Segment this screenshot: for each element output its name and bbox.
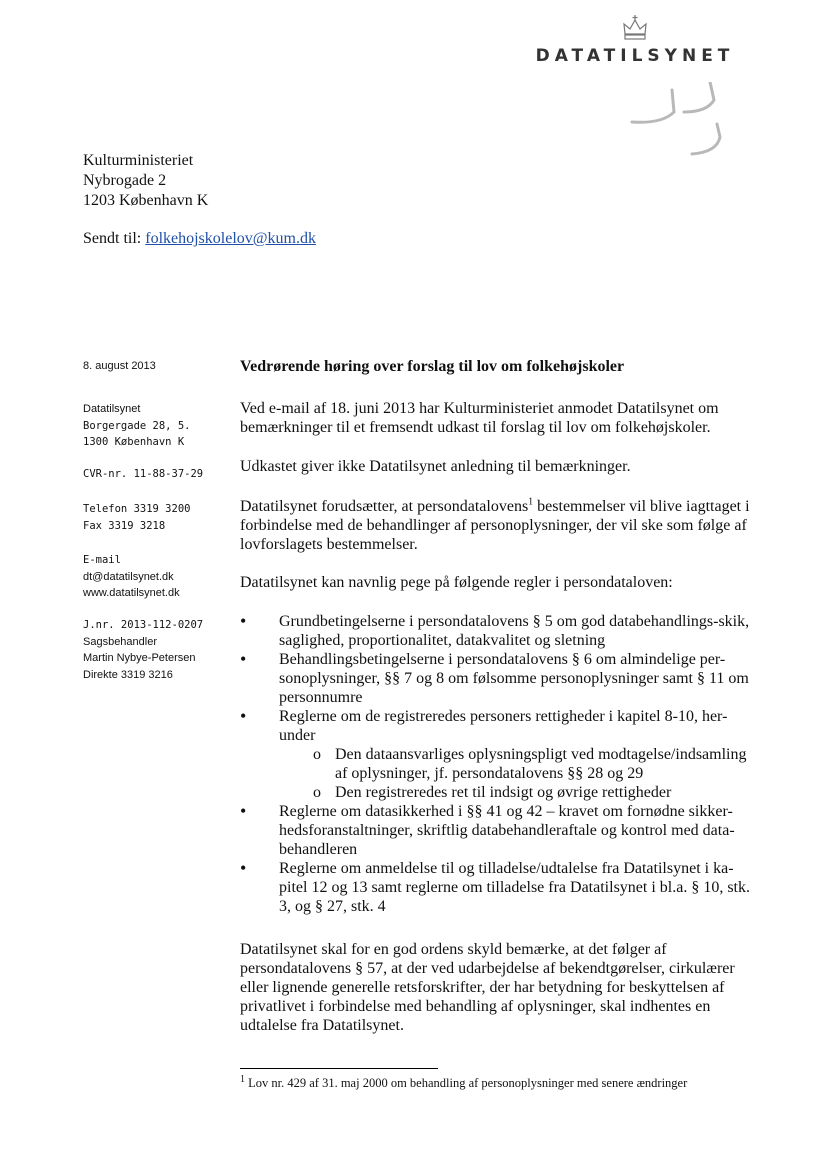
sub-list-item: o Den registreredes ret til indsigt og øvrige rettigheder [313,783,760,802]
sender-email-label: E-mail [83,554,121,566]
sender-contact [83,552,233,602]
journal-number: J.nr. 2013-112-0207 [83,619,204,631]
sender-city: 1300 København K [83,436,185,448]
caseworker-direct: Direkte 3319 3216 [83,668,173,681]
list-item: • Reglerne om datasikkerhed i §§ 41 og 42 – kravet om fornødne sikker-hedsforanstaltninger, skriftlig databehandleraftale og kontrol med data-behandleren [240,802,760,859]
paragraph-4-text: Datatilsynet kan navnlig pege på følgende regler i persondataloven: [240,574,673,591]
paragraph-1-text: Ved e-mail af 18. juni 2013 har Kulturministeriet anmodet Datatilsynet om bemærkninger til et fremsendt udkast til forslag til lov om folkehøjskoler. [240,400,719,436]
caseworker-name: Martin Nybye-Petersen [83,652,196,664]
footnote [240,1073,688,1091]
letter-date: 8. august 2013 [83,360,156,372]
sent-to [83,230,316,248]
list-item [240,707,760,802]
footnote-divider [240,1068,438,1069]
rules-list [240,612,760,916]
sender-email: dt@datatilsynet.dk [83,570,174,583]
footnote-text: Lov nr. 429 af 31. maj 2000 om behandling af personoplysninger med senere ændringer [245,1076,688,1090]
sender-web: www.datatilsynet.dk [83,587,180,599]
sender-cvr: CVR-nr. 11-88-37-29 [83,468,204,480]
footnote-number: 1 [240,1073,245,1085]
sender-address [83,401,233,451]
caseworker-label: Sagsbehandler [83,635,158,648]
sender-org: Datatilsynet [83,403,141,415]
paragraph-3 [240,497,760,554]
paragraph-2 [240,457,760,476]
paragraph-4 [240,573,760,592]
sub-list [279,745,760,802]
recipient-line: 1203 København K [83,192,209,209]
paragraph-3b: bestemmelser vil blive iagttaget i forbindelse med de behandlinger af personoplysninger, der vil ske som følge af lovforslagets bestemmelser. [240,498,750,553]
sender-fax: Fax 3319 3218 [83,519,166,532]
crown-icon [620,14,650,44]
paragraph-3a: Datatilsynet forudsætter, at persondatalovens [240,498,529,515]
recipient-line: Nybrogade 2 [83,172,167,189]
recipient-address [83,151,208,211]
handwritten-initials [622,82,732,162]
brand-name: DATATILSYNET [535,46,735,66]
sender-phone: Telefon 3319 3200 [83,503,191,515]
sender-street: Borgergade 28, 5. [83,419,191,432]
recipient-line: Kulturministeriet [83,152,194,169]
list-item: • Grundbetingelserne i persondatalovens § 5 om god databehandlings-skik, saglighed, proportionalitet, datakvalitet og sletning [240,612,760,650]
list-item: • Behandlingsbetingelserne i persondatalovens § 6 om almindelige per-sonoplysninger, §§ 7 og 8 om følsomme personoplysninger samt § 11 om personnumre [240,650,760,707]
paragraph-5 [240,940,760,1035]
letterhead-logo [520,14,750,66]
case-details [83,617,233,683]
sent-to-email-link[interactable]: folkehojskolelov@kum.dk [145,230,316,247]
footnote-ref: 1 [528,496,534,508]
paragraph-1 [240,399,760,437]
sub-list-item: o Den dataansvarliges oplysningspligt ved modtagelse/indsamling af oplysninger, jf. persondatalovens §§ 28 og 29 [313,745,760,783]
sender-phones [83,501,233,534]
sent-to-label: Sendt til: [83,230,142,247]
paragraph-2-text: Udkastet giver ikke Datatilsynet anledning til bemærkninger. [240,458,631,475]
paragraph-5-text: Datatilsynet skal for en god ordens skyld bemærke, at det følger af persondatalovens § 57, at der ved udarbejdelse af bekendtgørelser, cirkulærer eller lignende generelle retsforskrifter, der har betydning for beskyttelsen af privatlivet i forbindelse med behandling af oplysninger, skal indhentes en udtalelse fra Datatilsynet. [240,941,735,1034]
list-item-text: • Reglerne om de registreredes personers rettigheder i kapitel 8-10, her-under [279,708,728,744]
letter-subject: Vedrørende høring over forslag til lov om folkehøjskoler [240,358,625,375]
list-item: • Reglerne om anmeldelse til og tilladelse/udtalelse fra Datatilsynet i ka-pitel 12 og 13 samt reglerne om tilladelse fra Datatilsynet i bl.a. § 10, stk. 3, og § 27, stk. 4 [240,859,760,916]
